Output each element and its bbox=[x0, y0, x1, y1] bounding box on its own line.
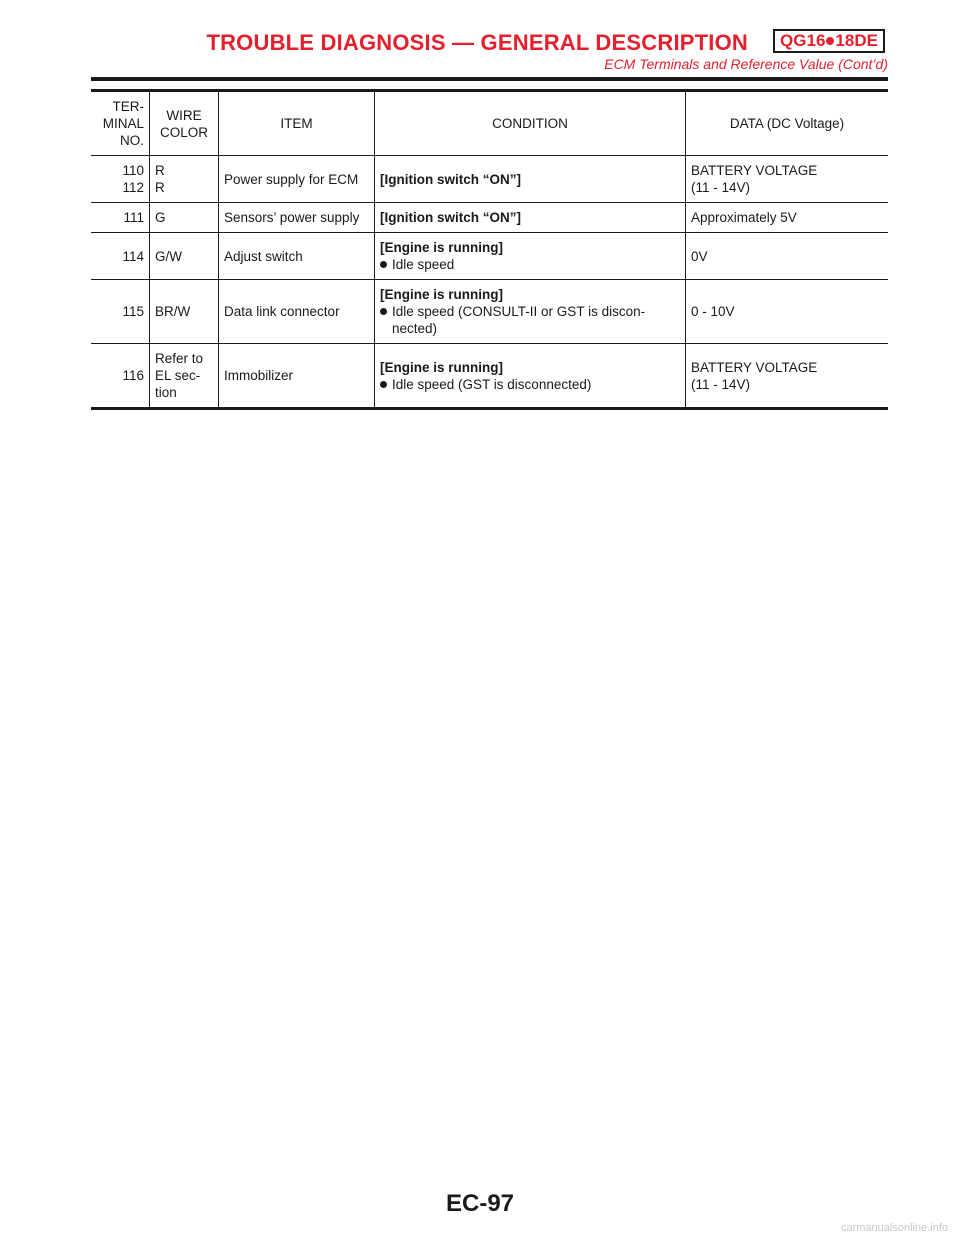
condition-cell bbox=[375, 280, 686, 344]
condition-bullet bbox=[380, 376, 680, 393]
condition-bullet-text: Idle speed (CONSULT-II or GST is discon- nected) bbox=[392, 304, 646, 336]
condition-bullet bbox=[380, 256, 680, 273]
condition-title: [Engine is running] bbox=[380, 359, 503, 375]
ecm-terminals-table bbox=[91, 89, 888, 410]
header-terminal: TER- MINAL NO. bbox=[91, 91, 150, 156]
bullet-icon bbox=[380, 261, 387, 268]
data-cell: Approximately 5V bbox=[691, 210, 797, 225]
item-cell: Adjust switch bbox=[219, 233, 375, 280]
bullet-icon bbox=[380, 381, 387, 388]
condition-title: [Ignition switch “ON”] bbox=[380, 210, 521, 225]
table-header-row bbox=[91, 91, 888, 156]
wire-color-cell: R R bbox=[150, 156, 219, 203]
condition-cell bbox=[375, 156, 686, 203]
watermark: carmanualsonline.info bbox=[840, 1222, 948, 1234]
terminal-cell: 114 bbox=[91, 233, 150, 280]
engine-code-left: QG16 bbox=[780, 31, 826, 50]
data-cell: BATTERY VOLTAGE (11 - 14V) bbox=[691, 163, 818, 195]
header-data: DATA (DC Voltage) bbox=[729, 116, 845, 131]
data-cell: 0 - 10V bbox=[691, 304, 735, 319]
page-title: TROUBLE DIAGNOSIS — GENERAL DESCRIPTION bbox=[206, 30, 748, 55]
wire-color-cell: Refer to EL sec- tion bbox=[150, 344, 219, 409]
item-cell: Power supply for ECM bbox=[219, 156, 375, 203]
engine-code-badge bbox=[773, 29, 885, 53]
section-subtitle: ECM Terminals and Reference Value (Cont’d) bbox=[604, 56, 888, 72]
condition-bullet-text: Idle speed bbox=[392, 257, 455, 272]
condition-bullet bbox=[380, 303, 680, 337]
terminal-cell: 115 bbox=[91, 280, 150, 344]
condition-cell bbox=[375, 233, 686, 280]
bullet-dot-icon bbox=[826, 37, 834, 45]
terminal-cell: 116 bbox=[91, 344, 150, 409]
table-row bbox=[91, 156, 888, 203]
condition-cell bbox=[375, 203, 686, 233]
condition-title: [Engine is running] bbox=[380, 240, 503, 255]
page-header bbox=[0, 0, 960, 90]
wire-color-cell: G bbox=[150, 203, 219, 233]
header-rule bbox=[91, 77, 888, 81]
table-row bbox=[91, 280, 888, 344]
wire-color-cell: G/W bbox=[150, 233, 219, 280]
condition-cell bbox=[375, 344, 686, 409]
table-row bbox=[91, 203, 888, 233]
wire-color-cell: BR/W bbox=[150, 280, 219, 344]
condition-title: [Ignition switch “ON”] bbox=[380, 171, 521, 187]
page-number: EC-97 bbox=[445, 1190, 515, 1217]
header-wire-color: WIRE COLOR bbox=[150, 91, 219, 156]
bullet-icon bbox=[380, 308, 387, 315]
header-item: ITEM bbox=[219, 91, 375, 156]
condition-bullet-text: Idle speed (GST is disconnected) bbox=[392, 376, 592, 392]
item-cell: Sensors’ power supply bbox=[219, 203, 375, 233]
item-cell: Immobilizer bbox=[219, 344, 375, 409]
item-cell: Data link connector bbox=[219, 280, 375, 344]
data-cell: 0V bbox=[691, 248, 708, 264]
condition-title: [Engine is running] bbox=[380, 287, 503, 302]
terminal-cell: 111 bbox=[91, 203, 150, 233]
table-row bbox=[91, 233, 888, 280]
data-cell: BATTERY VOLTAGE (11 - 14V) bbox=[691, 359, 818, 392]
terminal-cell: 110 112 bbox=[91, 156, 150, 203]
engine-code-right: 18DE bbox=[835, 31, 878, 50]
header-condition: CONDITION bbox=[375, 91, 686, 156]
table-row bbox=[91, 344, 888, 409]
